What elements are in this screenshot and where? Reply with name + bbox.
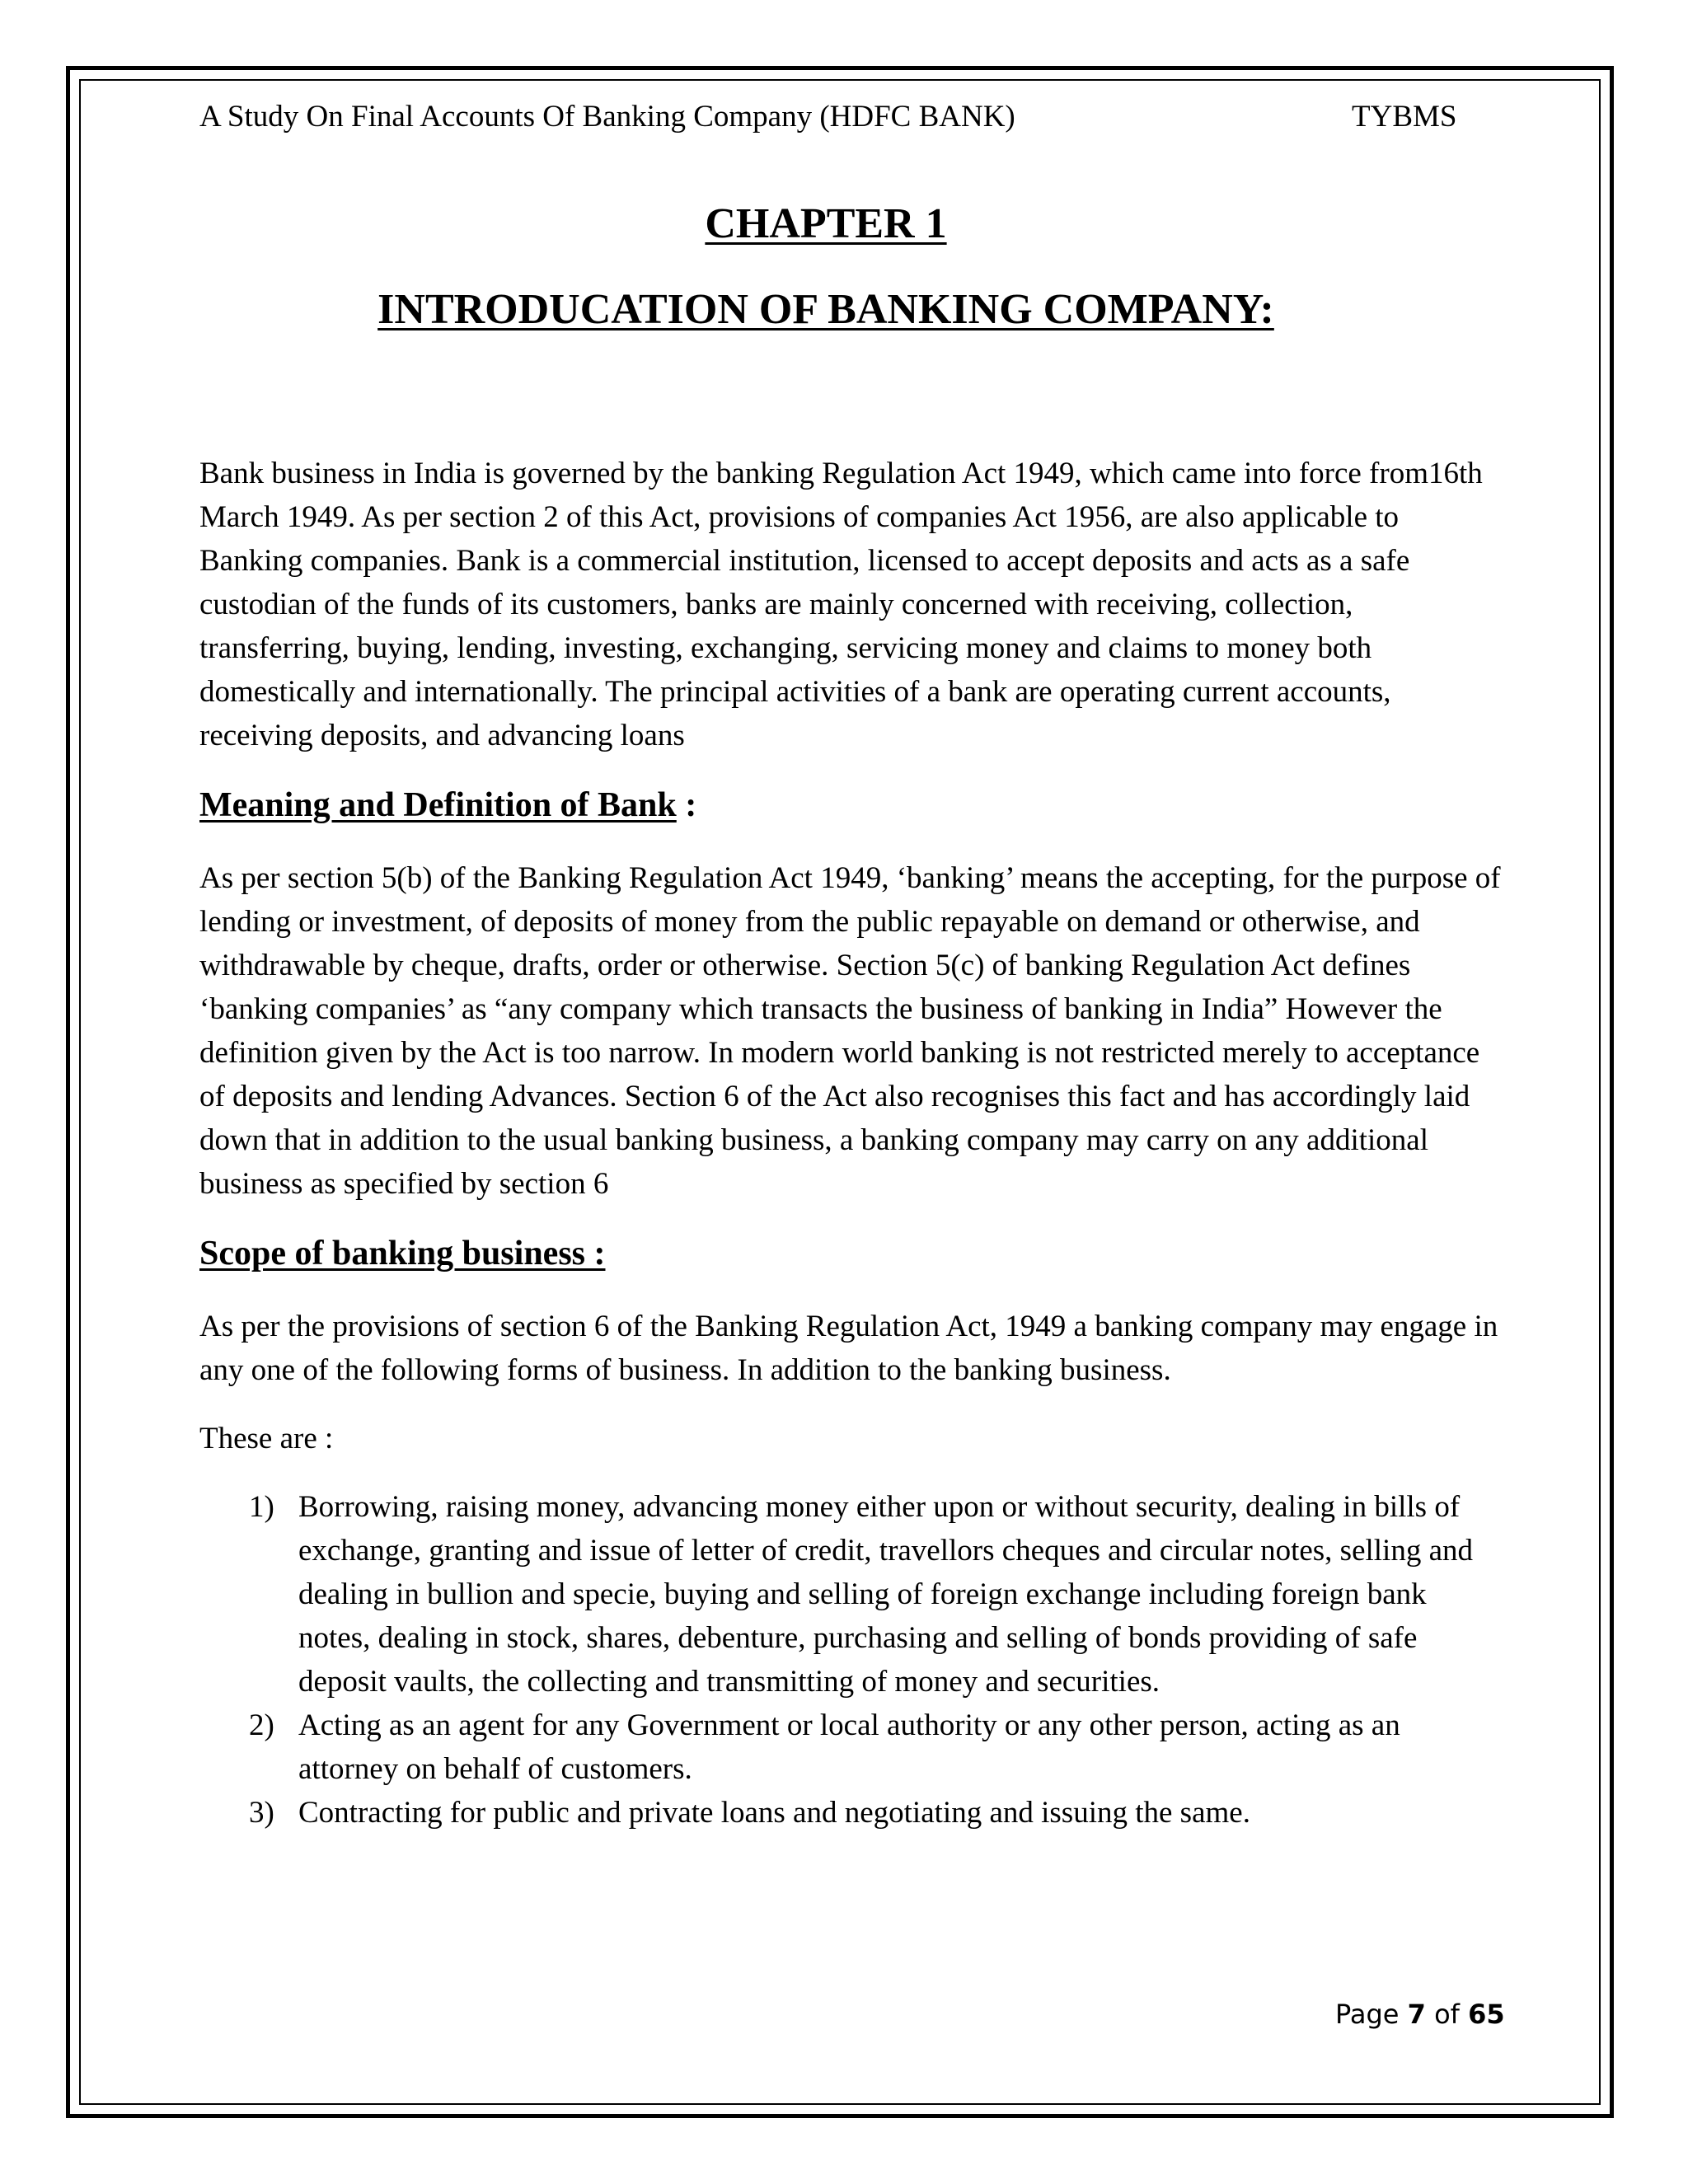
chapter-subtitle: [0, 284, 1670, 336]
meaning-section-heading: [199, 782, 1502, 828]
document-body: [199, 452, 1502, 1835]
list-item: [249, 1485, 1502, 1704]
scope-paragraph: As per the provisions of section 6 of the Banking Regulation Act, 1949 a banking company may engage in any one of the following forms of business. In addition to the banking business.: [199, 1310, 1498, 1387]
list-item: [249, 1704, 1502, 1791]
page-current: 7: [1407, 1999, 1426, 2030]
scope-heading-text: Scope of banking business :: [199, 1235, 606, 1272]
page-of: of: [1434, 1999, 1460, 2030]
intro-paragraph: Bank business in India is governed by the banking Regulation Act 1949, which came into force from16th March 1949. As per section 2 of this Act, provisions of companies Act 1956, are also applicable to Banking companies. Bank is a commercial institution, licensed to accept deposits and acts as a safe custodian of the funds of its customers, banks are mainly concerned with receiving, collection, transferring, buying, lending, investing, exchanging, servicing money and claims to money both domestically and internationally. The principal activities of a bank are operating current accounts, receiving deposits, and advancing loans: [199, 457, 1483, 752]
meaning-heading-suffix: :: [676, 786, 697, 824]
chapter-title-text: CHAPTER 1: [705, 200, 947, 247]
list-item-text: Borrowing, raising money, advancing money either upon or without security, dealing in bills of exchange, granting and issue of letter of credit, travellors cheques and circular notes, selling and dealing in bullion and specie, buying and selling of foreign exchange including foreign bank notes, dealing in stock, shares, debenture, purchasing and selling of bonds providing of safe deposit vaults, the collecting and transmitting of money and securities.: [298, 1490, 1474, 1699]
chapter-subtitle-text: INTRODUCATION OF BANKING COMPANY:: [377, 286, 1274, 333]
list-item-text: Acting as an agent for any Government or local authority or any other person, acting as an attorney on behalf of customers.: [298, 1708, 1400, 1786]
meaning-heading-text: Meaning and Definition of Bank: [199, 786, 677, 824]
list-item-number: 1): [249, 1490, 274, 1524]
list-item-number: 3): [249, 1796, 274, 1830]
scope-section-heading: [199, 1230, 1502, 1277]
list-item-text: Contracting for public and private loans and negotiating and issuing the same.: [298, 1796, 1250, 1830]
meaning-paragraph: As per section 5(b) of the Banking Regulation Act 1949, ‘banking’ means the accepting, for the purpose of lending or investment, of deposits of money from the public repayable on demand or otherwise, and withdrawable by cheque, drafts, order or otherwise. Section 5(c) of banking Regulation Act defines ‘banking companies’ as “any company which transacts the business of banking in India” However the definition given by the Act is too narrow. In modern world banking is not restricted merely to acceptance of deposits and lending Advances. Section 6 of the Act also recognises this fact and has accordingly laid down that in addition to the usual banking business, a banking company may carry on any additional business as specified by section 6: [199, 861, 1501, 1201]
scope-list: [199, 1485, 1502, 1835]
chapter-title: [0, 198, 1670, 251]
list-item-number: 2): [249, 1708, 274, 1742]
running-header-title: A Study On Final Accounts Of Banking Company (HDFC BANK): [199, 100, 1015, 134]
page-number: [1335, 1998, 1505, 2031]
list-item: [249, 1791, 1502, 1835]
these-are-label: These are :: [199, 1422, 334, 1455]
running-header-course: TYBMS: [1352, 100, 1457, 134]
page-total: 65: [1468, 1999, 1505, 2030]
page-label: Page: [1335, 1999, 1400, 2030]
